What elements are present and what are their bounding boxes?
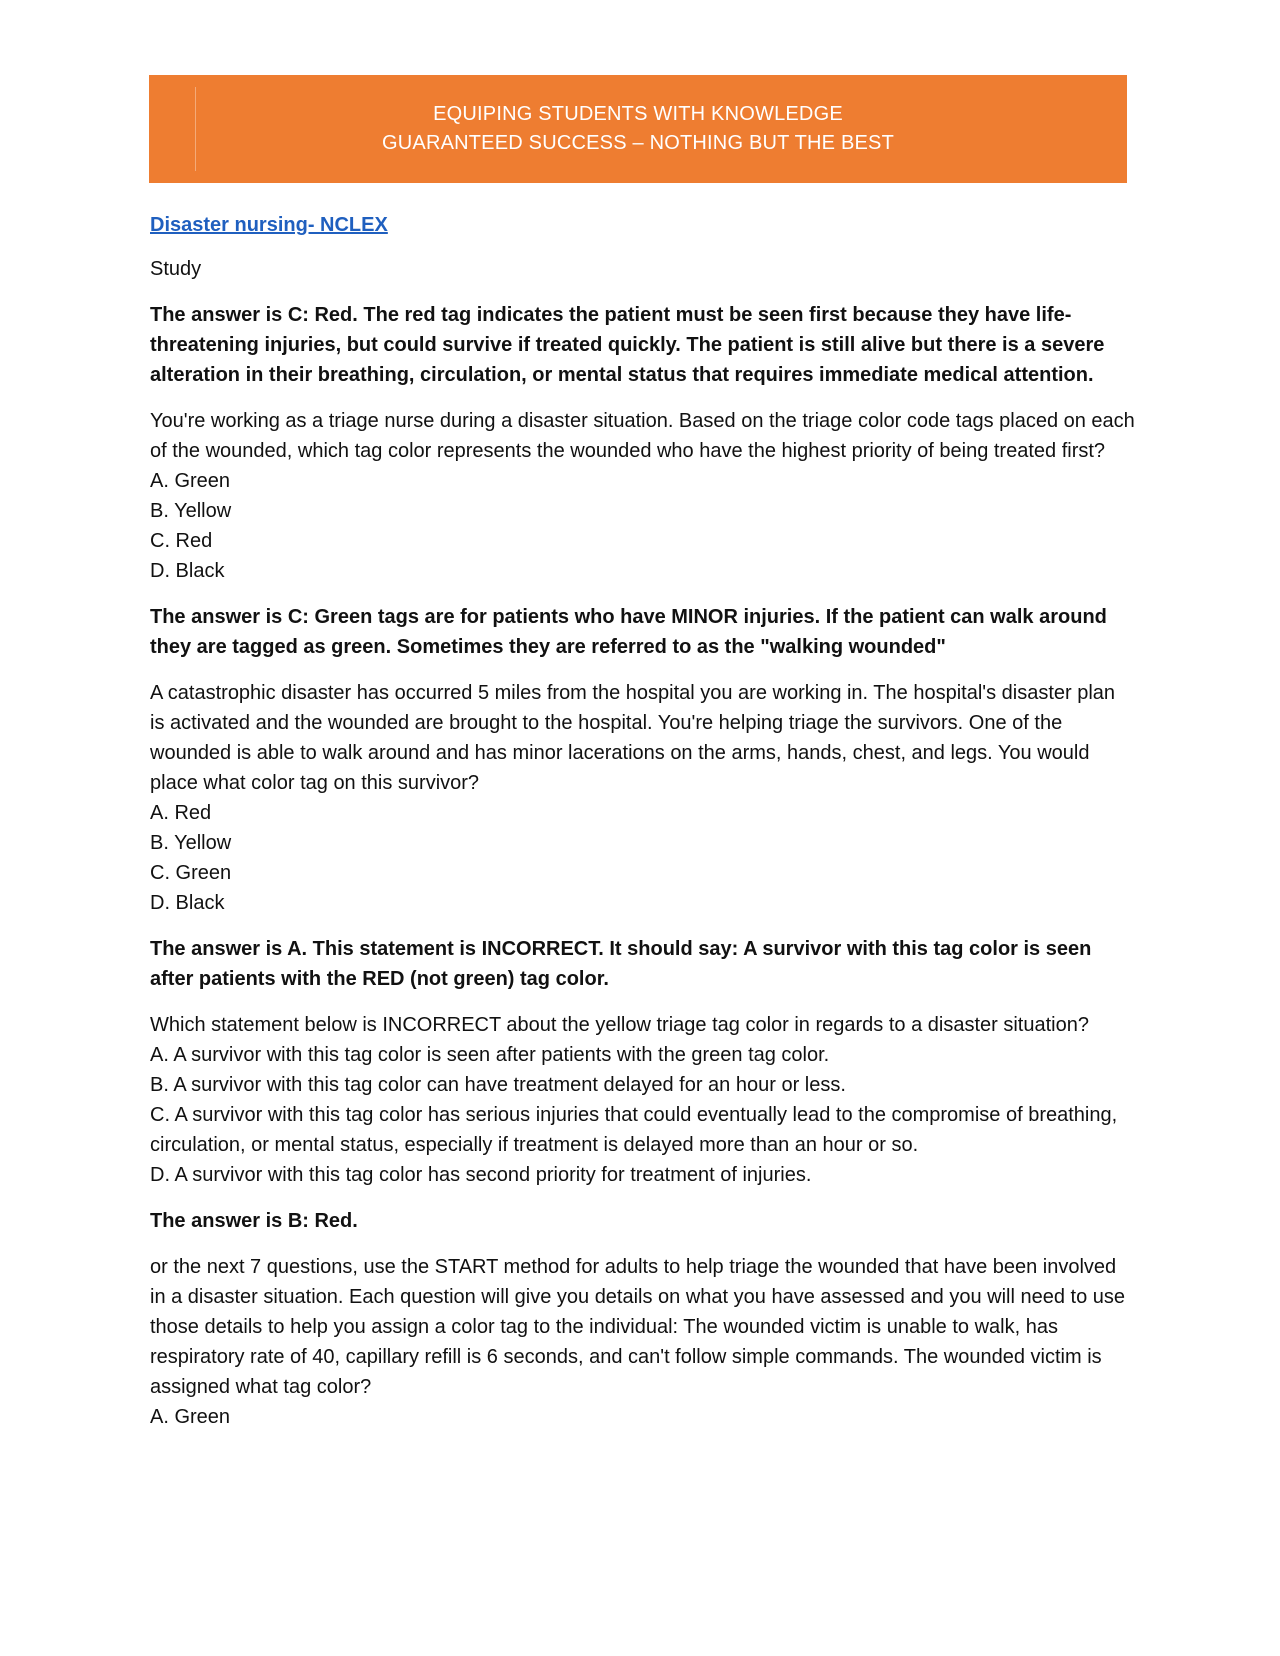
option-list bbox=[150, 1402, 1135, 1432]
option-item: B. A survivor with this tag color can have treatment delayed for an hour or less. bbox=[150, 1074, 846, 1096]
answer-text: The answer is B: Red. bbox=[150, 1210, 358, 1232]
option-item: A. Red bbox=[150, 802, 212, 824]
option-item: C. A survivor with this tag color has serious injuries that could eventually lead to the compromise of breathing, circulation, or mental status, especially if treatment is delayed more than an hour or so. bbox=[150, 1104, 1118, 1156]
option-list bbox=[150, 1040, 1135, 1190]
answer-text: The answer is C: Red. The red tag indicates the patient must be seen first because they have life-threatening injuries, but could survive if treated quickly. The patient is still alive but there is a severe alteration in their breathing, circulation, or mental status that requires immediate medical attention. bbox=[150, 304, 1105, 386]
document-title-link[interactable]: Disaster nursing- NCLEX bbox=[150, 214, 388, 236]
option-item: C. Green bbox=[150, 862, 232, 884]
question-text: A catastrophic disaster has occurred 5 miles from the hospital you are working in. The hospital's disaster plan is activated and the wounded are brought to the hospital. You're helping triage the survivors. One of the wounded is able to walk around and has minor lacerations on the arms, hands, chest, and legs. You would place what color tag on this survivor? bbox=[150, 682, 1116, 794]
option-item: A. Green bbox=[150, 1406, 231, 1428]
option-item: B. Yellow bbox=[150, 832, 232, 854]
option-item: D. A survivor with this tag color has second priority for treatment of injuries. bbox=[150, 1164, 812, 1186]
banner-line-2: GUARANTEED SUCCESS – NOTHING BUT THE BEST bbox=[382, 132, 894, 154]
qa-block-4 bbox=[150, 1206, 1135, 1432]
option-item: D. Black bbox=[150, 892, 225, 914]
option-item: B. Yellow bbox=[150, 500, 232, 522]
question-text: Which statement below is INCORRECT about the yellow triage tag color in regards to a disaster situation? bbox=[150, 1014, 1089, 1036]
banner-divider bbox=[195, 87, 196, 171]
option-item: C. Red bbox=[150, 530, 213, 552]
answer-text: The answer is A. This statement is INCORRECT. It should say: A survivor with this tag color is seen after patients with the RED (not green) tag color. bbox=[150, 938, 1092, 990]
question-text: or the next 7 questions, use the START method for adults to help triage the wounded that have been involved in a disaster situation. Each question will give you details on what you have assessed and you will need to use those details to help you assign a color tag to the individual: The wounded victim is unable to walk, has respiratory rate of 40, capillary refill is 6 seconds, and can't follow simple commands. The wounded victim is assigned what tag color? bbox=[150, 1256, 1126, 1398]
option-list bbox=[150, 798, 1135, 918]
document-body bbox=[150, 210, 1135, 1448]
banner-line-1: EQUIPING STUDENTS WITH KNOWLEDGE bbox=[433, 103, 843, 125]
header-banner bbox=[149, 75, 1127, 183]
qa-block-3 bbox=[150, 934, 1135, 1190]
qa-block-1 bbox=[150, 300, 1135, 586]
option-list bbox=[150, 466, 1135, 586]
option-item: A. Green bbox=[150, 470, 231, 492]
answer-text: The answer is C: Green tags are for patients who have MINOR injuries. If the patient can walk around they are tagged as green. Sometimes they are referred to as the "walking wounded" bbox=[150, 606, 1107, 658]
subtitle: Study bbox=[150, 258, 202, 280]
question-text: You're working as a triage nurse during a disaster situation. Based on the triage color code tags placed on each of the wounded, which tag color represents the wounded who have the highest priority of being treated first? bbox=[150, 410, 1135, 462]
option-item: D. Black bbox=[150, 560, 225, 582]
option-item: A. A survivor with this tag color is seen after patients with the green tag color. bbox=[150, 1044, 830, 1066]
qa-block-2 bbox=[150, 602, 1135, 918]
